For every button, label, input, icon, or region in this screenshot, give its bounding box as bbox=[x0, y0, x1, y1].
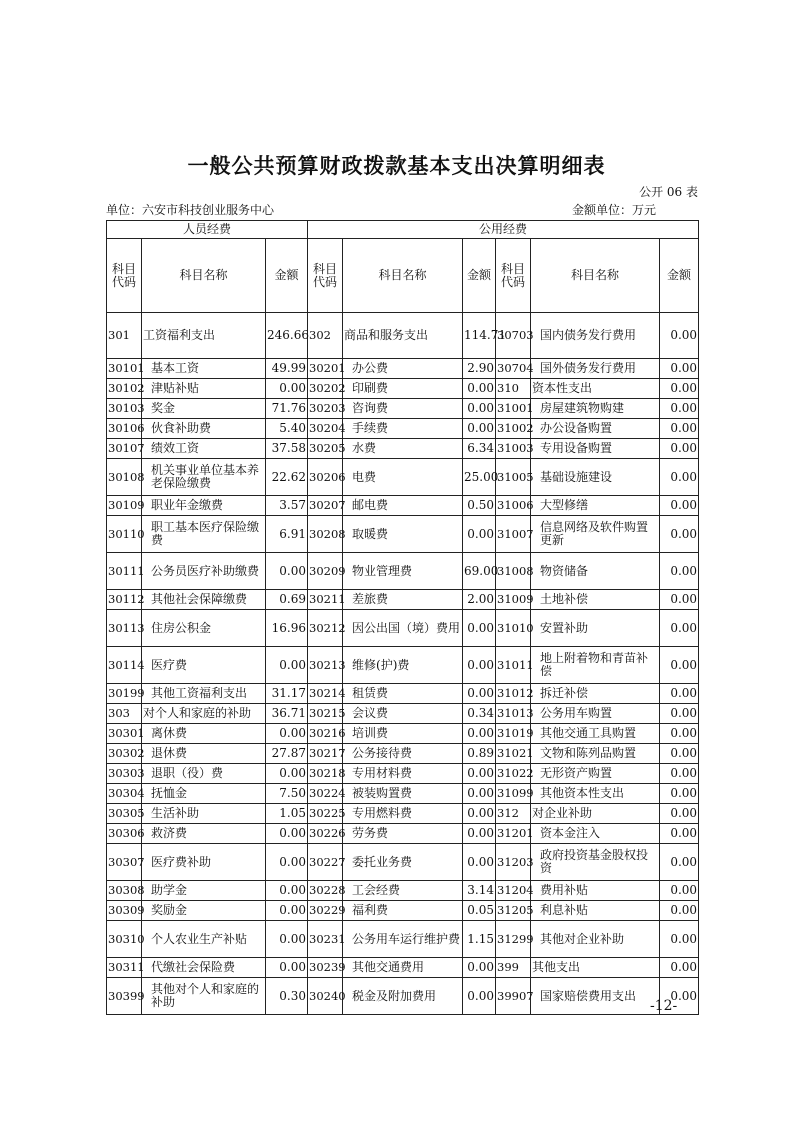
cell-name: 对企业补助 bbox=[531, 804, 660, 824]
cell-code: 30109 bbox=[107, 496, 142, 516]
cell-code: 31013 bbox=[496, 704, 531, 724]
cell-code: 39907 bbox=[496, 978, 531, 1015]
cell-name: 费用补贴 bbox=[531, 881, 660, 901]
cell-code: 30107 bbox=[107, 439, 142, 459]
unit-label: 单位：六安市科技创业服务中心 bbox=[106, 203, 275, 217]
cell-code: 31203 bbox=[496, 844, 531, 881]
cell-amount: 0.00 bbox=[463, 419, 496, 439]
cell-name: 抚恤金 bbox=[142, 784, 266, 804]
cell-amount: 0.00 bbox=[660, 459, 699, 496]
cell-name: 政府投资基金股权投资 bbox=[531, 844, 660, 881]
cell-code: 30206 bbox=[308, 459, 343, 496]
table-row bbox=[107, 399, 699, 419]
table-row bbox=[107, 901, 699, 921]
table-row bbox=[107, 419, 699, 439]
cell-name: 税金及附加费用 bbox=[343, 978, 463, 1015]
cell-code: 31021 bbox=[496, 744, 531, 764]
cell-name: 其他对个人和家庭的补助 bbox=[142, 978, 266, 1015]
cell-code: 31005 bbox=[496, 459, 531, 496]
cell-amount: 0.00 bbox=[660, 419, 699, 439]
header-name: 科目名称 bbox=[531, 239, 660, 313]
header-amount: 金额 bbox=[266, 239, 308, 313]
cell-amount: 0.00 bbox=[660, 784, 699, 804]
cell-name: 津贴补贴 bbox=[142, 379, 266, 399]
cell-amount: 0.00 bbox=[660, 978, 699, 1015]
cell-code: 30231 bbox=[308, 921, 343, 958]
cell-amount: 0.00 bbox=[660, 804, 699, 824]
cell-amount: 0.00 bbox=[660, 844, 699, 881]
table-row bbox=[107, 459, 699, 496]
cell-amount: 0.00 bbox=[660, 724, 699, 744]
cell-amount: 31.17 bbox=[266, 684, 308, 704]
cell-name: 其他资本性支出 bbox=[531, 784, 660, 804]
cell-amount: 0.00 bbox=[660, 590, 699, 610]
cell-code: 30201 bbox=[308, 359, 343, 379]
cell-code: 399 bbox=[496, 958, 531, 978]
column-header-row bbox=[107, 239, 699, 313]
cell-amount: 0.00 bbox=[463, 978, 496, 1015]
cell-name: 房屋建筑物购建 bbox=[531, 399, 660, 419]
header-code: 科目代码 bbox=[308, 239, 343, 313]
cell-name: 退休费 bbox=[142, 744, 266, 764]
table-row bbox=[107, 881, 699, 901]
table-row bbox=[107, 590, 699, 610]
cell-code: 31201 bbox=[496, 824, 531, 844]
cell-code: 312 bbox=[496, 804, 531, 824]
cell-amount: 0.00 bbox=[463, 844, 496, 881]
cell-name: 住房公积金 bbox=[142, 610, 266, 647]
table-row bbox=[107, 744, 699, 764]
table-row bbox=[107, 684, 699, 704]
cell-amount: 246.66 bbox=[266, 313, 308, 359]
cell-code: 30216 bbox=[308, 724, 343, 744]
cell-code: 30703 bbox=[496, 313, 531, 359]
cell-code: 31019 bbox=[496, 724, 531, 744]
cell-amount: 36.71 bbox=[266, 704, 308, 724]
cell-amount: 0.00 bbox=[660, 901, 699, 921]
cell-amount: 16.96 bbox=[266, 610, 308, 647]
group-personnel: 人员经费 bbox=[107, 221, 308, 239]
header-amount: 金额 bbox=[463, 239, 496, 313]
cell-amount: 2.90 bbox=[463, 359, 496, 379]
cell-name: 代缴社会保险费 bbox=[142, 958, 266, 978]
cell-name: 国外债务发行费用 bbox=[531, 359, 660, 379]
cell-code: 30205 bbox=[308, 439, 343, 459]
cell-name: 离休费 bbox=[142, 724, 266, 744]
cell-code: 30209 bbox=[308, 553, 343, 590]
cell-name: 公务用车购置 bbox=[531, 704, 660, 724]
cell-name: 被装购置费 bbox=[343, 784, 463, 804]
cell-amount: 0.00 bbox=[463, 824, 496, 844]
cell-name: 电费 bbox=[343, 459, 463, 496]
cell-amount: 1.05 bbox=[266, 804, 308, 824]
cell-amount: 0.00 bbox=[660, 516, 699, 553]
cell-name: 大型修缮 bbox=[531, 496, 660, 516]
cell-amount: 69.00 bbox=[463, 553, 496, 590]
cell-name: 其他支出 bbox=[531, 958, 660, 978]
cell-code: 30204 bbox=[308, 419, 343, 439]
group-header-row bbox=[107, 221, 699, 239]
cell-amount: 0.00 bbox=[660, 359, 699, 379]
cell-amount: 0.00 bbox=[660, 439, 699, 459]
cell-code: 30110 bbox=[107, 516, 142, 553]
cell-name: 基础设施建设 bbox=[531, 459, 660, 496]
cell-code: 31006 bbox=[496, 496, 531, 516]
table-row bbox=[107, 724, 699, 744]
cell-amount: 0.00 bbox=[463, 684, 496, 704]
cell-amount: 0.00 bbox=[266, 881, 308, 901]
cell-code: 30302 bbox=[107, 744, 142, 764]
cell-name: 专用设备购置 bbox=[531, 439, 660, 459]
cell-amount: 0.34 bbox=[463, 704, 496, 724]
cell-amount: 0.00 bbox=[266, 553, 308, 590]
cell-code: 31099 bbox=[496, 784, 531, 804]
cell-code: 31010 bbox=[496, 610, 531, 647]
cell-name: 拆迁补偿 bbox=[531, 684, 660, 704]
cell-amount: 0.00 bbox=[463, 379, 496, 399]
table-row bbox=[107, 610, 699, 647]
cell-name: 工资福利支出 bbox=[142, 313, 266, 359]
cell-amount: 1.15 bbox=[463, 921, 496, 958]
cell-name: 福利费 bbox=[343, 901, 463, 921]
cell-code: 30207 bbox=[308, 496, 343, 516]
header-code: 科目代码 bbox=[496, 239, 531, 313]
header-name: 科目名称 bbox=[343, 239, 463, 313]
cell-amount: 49.99 bbox=[266, 359, 308, 379]
cell-code: 30202 bbox=[308, 379, 343, 399]
cell-amount: 5.40 bbox=[266, 419, 308, 439]
table-row bbox=[107, 704, 699, 724]
cell-amount: 0.89 bbox=[463, 744, 496, 764]
cell-amount: 0.00 bbox=[463, 647, 496, 684]
cell-amount: 0.00 bbox=[463, 784, 496, 804]
table-row bbox=[107, 379, 699, 399]
cell-amount: 0.00 bbox=[660, 313, 699, 359]
cell-code: 30227 bbox=[308, 844, 343, 881]
cell-amount: 0.00 bbox=[266, 379, 308, 399]
cell-code: 30239 bbox=[308, 958, 343, 978]
cell-name: 专用材料费 bbox=[343, 764, 463, 784]
cell-name: 物业管理费 bbox=[343, 553, 463, 590]
cell-name: 其他交通工具购置 bbox=[531, 724, 660, 744]
cell-code: 30213 bbox=[308, 647, 343, 684]
header-name: 科目名称 bbox=[142, 239, 266, 313]
cell-name: 印刷费 bbox=[343, 379, 463, 399]
cell-code: 31001 bbox=[496, 399, 531, 419]
cell-code: 31204 bbox=[496, 881, 531, 901]
cell-amount: 71.76 bbox=[266, 399, 308, 419]
cell-code: 30224 bbox=[308, 784, 343, 804]
cell-code: 30203 bbox=[308, 399, 343, 419]
cell-amount: 25.00 bbox=[463, 459, 496, 496]
cell-name: 物资储备 bbox=[531, 553, 660, 590]
cell-code: 31299 bbox=[496, 921, 531, 958]
table-row bbox=[107, 784, 699, 804]
expenditure-table bbox=[106, 220, 699, 1015]
cell-code: 30310 bbox=[107, 921, 142, 958]
cell-amount: 0.00 bbox=[463, 399, 496, 419]
cell-code: 30305 bbox=[107, 804, 142, 824]
table-number: 公开 06 表 bbox=[639, 185, 698, 199]
cell-name: 医疗费 bbox=[142, 647, 266, 684]
table-row bbox=[107, 824, 699, 844]
cell-code: 30308 bbox=[107, 881, 142, 901]
cell-name: 委托业务费 bbox=[343, 844, 463, 881]
cell-name: 生活补助 bbox=[142, 804, 266, 824]
cell-amount: 0.00 bbox=[660, 704, 699, 724]
cell-amount: 0.00 bbox=[660, 764, 699, 784]
cell-amount: 0.00 bbox=[660, 744, 699, 764]
cell-amount: 0.00 bbox=[660, 647, 699, 684]
cell-amount: 27.87 bbox=[266, 744, 308, 764]
cell-amount: 0.00 bbox=[660, 553, 699, 590]
cell-name: 机关事业单位基本养老保险缴费 bbox=[142, 459, 266, 496]
cell-name: 咨询费 bbox=[343, 399, 463, 419]
cell-amount: 0.00 bbox=[266, 724, 308, 744]
cell-amount: 0.50 bbox=[463, 496, 496, 516]
cell-name: 地上附着物和青苗补偿 bbox=[531, 647, 660, 684]
cell-name: 对个人和家庭的补助 bbox=[142, 704, 266, 724]
table-row bbox=[107, 921, 699, 958]
cell-name: 公务员医疗补助缴费 bbox=[142, 553, 266, 590]
table-row bbox=[107, 313, 699, 359]
cell-amount: 0.00 bbox=[266, 921, 308, 958]
cell-name: 其他对企业补助 bbox=[531, 921, 660, 958]
table-row bbox=[107, 439, 699, 459]
cell-code: 30307 bbox=[107, 844, 142, 881]
cell-name: 资本性支出 bbox=[531, 379, 660, 399]
table-row bbox=[107, 359, 699, 379]
cell-code: 30214 bbox=[308, 684, 343, 704]
cell-code: 30101 bbox=[107, 359, 142, 379]
cell-code: 30311 bbox=[107, 958, 142, 978]
cell-code: 303 bbox=[107, 704, 142, 724]
cell-amount: 0.00 bbox=[266, 824, 308, 844]
table-row bbox=[107, 764, 699, 784]
cell-name: 培训费 bbox=[343, 724, 463, 744]
cell-amount: 3.14 bbox=[463, 881, 496, 901]
cell-code: 30229 bbox=[308, 901, 343, 921]
cell-amount: 0.00 bbox=[463, 958, 496, 978]
cell-code: 30217 bbox=[308, 744, 343, 764]
cell-name: 维修(护)费 bbox=[343, 647, 463, 684]
cell-amount: 0.00 bbox=[266, 647, 308, 684]
cell-amount: 0.00 bbox=[266, 844, 308, 881]
cell-code: 30228 bbox=[308, 881, 343, 901]
cell-code: 31205 bbox=[496, 901, 531, 921]
cell-code: 302 bbox=[308, 313, 343, 359]
cell-amount: 0.00 bbox=[266, 901, 308, 921]
cell-code: 30106 bbox=[107, 419, 142, 439]
table-row bbox=[107, 958, 699, 978]
table-row bbox=[107, 647, 699, 684]
cell-name: 其他工资福利支出 bbox=[142, 684, 266, 704]
cell-code: 30240 bbox=[308, 978, 343, 1015]
cell-name: 因公出国（境）费用 bbox=[343, 610, 463, 647]
page-number: -12- bbox=[650, 998, 678, 1014]
cell-name: 国内债务发行费用 bbox=[531, 313, 660, 359]
cell-name: 差旅费 bbox=[343, 590, 463, 610]
cell-amount: 3.57 bbox=[266, 496, 308, 516]
table-row bbox=[107, 516, 699, 553]
cell-name: 助学金 bbox=[142, 881, 266, 901]
cell-amount: 0.00 bbox=[660, 379, 699, 399]
cell-name: 奖励金 bbox=[142, 901, 266, 921]
cell-name: 水费 bbox=[343, 439, 463, 459]
cell-code: 30211 bbox=[308, 590, 343, 610]
cell-name: 会议费 bbox=[343, 704, 463, 724]
cell-name: 公务用车运行维护费 bbox=[343, 921, 463, 958]
cell-name: 国家赔偿费用支出 bbox=[531, 978, 660, 1015]
cell-name: 文物和陈列品购置 bbox=[531, 744, 660, 764]
cell-name: 取暖费 bbox=[343, 516, 463, 553]
cell-name: 办公设备购置 bbox=[531, 419, 660, 439]
cell-amount: 7.50 bbox=[266, 784, 308, 804]
cell-name: 工会经费 bbox=[343, 881, 463, 901]
cell-amount: 6.91 bbox=[266, 516, 308, 553]
cell-amount: 0.00 bbox=[660, 610, 699, 647]
cell-code: 30112 bbox=[107, 590, 142, 610]
cell-code: 30113 bbox=[107, 610, 142, 647]
cell-name: 伙食补助费 bbox=[142, 419, 266, 439]
cell-amount: 2.00 bbox=[463, 590, 496, 610]
cell-amount: 0.00 bbox=[266, 958, 308, 978]
cell-code: 30306 bbox=[107, 824, 142, 844]
cell-code: 30103 bbox=[107, 399, 142, 419]
cell-name: 绩效工资 bbox=[142, 439, 266, 459]
table-row bbox=[107, 804, 699, 824]
cell-amount: 0.00 bbox=[463, 516, 496, 553]
cell-amount: 0.00 bbox=[463, 804, 496, 824]
cell-amount: 37.58 bbox=[266, 439, 308, 459]
cell-name: 手续费 bbox=[343, 419, 463, 439]
cell-name: 办公费 bbox=[343, 359, 463, 379]
cell-name: 无形资产购置 bbox=[531, 764, 660, 784]
cell-code: 31007 bbox=[496, 516, 531, 553]
cell-code: 30114 bbox=[107, 647, 142, 684]
cell-code: 31002 bbox=[496, 419, 531, 439]
cell-amount: 0.00 bbox=[660, 824, 699, 844]
cell-code: 30309 bbox=[107, 901, 142, 921]
cell-code: 31008 bbox=[496, 553, 531, 590]
cell-amount: 0.00 bbox=[660, 958, 699, 978]
cell-amount: 0.69 bbox=[266, 590, 308, 610]
header-code: 科目代码 bbox=[107, 239, 142, 313]
amount-unit-label: 金额单位：万元 bbox=[572, 203, 657, 217]
cell-code: 30199 bbox=[107, 684, 142, 704]
cell-amount: 114.71 bbox=[463, 313, 496, 359]
table-row bbox=[107, 844, 699, 881]
cell-name: 租赁费 bbox=[343, 684, 463, 704]
cell-name: 个人农业生产补贴 bbox=[142, 921, 266, 958]
table-row bbox=[107, 978, 699, 1015]
cell-name: 邮电费 bbox=[343, 496, 463, 516]
cell-code: 31022 bbox=[496, 764, 531, 784]
cell-name: 医疗费补助 bbox=[142, 844, 266, 881]
cell-code: 310 bbox=[496, 379, 531, 399]
cell-amount: 0.00 bbox=[463, 610, 496, 647]
cell-amount: 0.00 bbox=[266, 764, 308, 784]
cell-name: 其他交通费用 bbox=[343, 958, 463, 978]
cell-code: 30108 bbox=[107, 459, 142, 496]
cell-amount: 0.00 bbox=[660, 496, 699, 516]
table-row bbox=[107, 553, 699, 590]
cell-code: 30111 bbox=[107, 553, 142, 590]
cell-code: 30212 bbox=[308, 610, 343, 647]
cell-code: 30304 bbox=[107, 784, 142, 804]
cell-code: 30208 bbox=[308, 516, 343, 553]
cell-name: 职业年金缴费 bbox=[142, 496, 266, 516]
cell-name: 基本工资 bbox=[142, 359, 266, 379]
cell-name: 退职（役）费 bbox=[142, 764, 266, 784]
cell-name: 信息网络及软件购置更新 bbox=[531, 516, 660, 553]
cell-name: 土地补偿 bbox=[531, 590, 660, 610]
cell-code: 31012 bbox=[496, 684, 531, 704]
cell-name: 奖金 bbox=[142, 399, 266, 419]
cell-name: 安置补助 bbox=[531, 610, 660, 647]
cell-code: 31011 bbox=[496, 647, 531, 684]
cell-code: 30225 bbox=[308, 804, 343, 824]
cell-name: 专用燃料费 bbox=[343, 804, 463, 824]
cell-amount: 0.00 bbox=[463, 764, 496, 784]
cell-code: 30704 bbox=[496, 359, 531, 379]
cell-amount: 0.00 bbox=[660, 921, 699, 958]
cell-amount: 22.62 bbox=[266, 459, 308, 496]
cell-code: 30218 bbox=[308, 764, 343, 784]
cell-code: 30303 bbox=[107, 764, 142, 784]
cell-name: 职工基本医疗保险缴费 bbox=[142, 516, 266, 553]
cell-amount: 0.30 bbox=[266, 978, 308, 1015]
cell-name: 商品和服务支出 bbox=[343, 313, 463, 359]
cell-code: 301 bbox=[107, 313, 142, 359]
cell-name: 公务接待费 bbox=[343, 744, 463, 764]
cell-amount: 0.00 bbox=[463, 724, 496, 744]
cell-amount: 0.00 bbox=[660, 399, 699, 419]
cell-amount: 6.34 bbox=[463, 439, 496, 459]
cell-code: 31009 bbox=[496, 590, 531, 610]
cell-name: 利息补贴 bbox=[531, 901, 660, 921]
cell-amount: 0.05 bbox=[463, 901, 496, 921]
cell-code: 31003 bbox=[496, 439, 531, 459]
cell-name: 其他社会保障缴费 bbox=[142, 590, 266, 610]
table-row bbox=[107, 496, 699, 516]
cell-name: 资本金注入 bbox=[531, 824, 660, 844]
cell-name: 救济费 bbox=[142, 824, 266, 844]
cell-amount: 0.00 bbox=[660, 684, 699, 704]
cell-code: 30226 bbox=[308, 824, 343, 844]
group-public: 公用经费 bbox=[308, 221, 699, 239]
cell-code: 30301 bbox=[107, 724, 142, 744]
cell-code: 30215 bbox=[308, 704, 343, 724]
cell-amount: 0.00 bbox=[660, 881, 699, 901]
cell-code: 30102 bbox=[107, 379, 142, 399]
cell-code: 30399 bbox=[107, 978, 142, 1015]
header-amount: 金额 bbox=[660, 239, 699, 313]
report-title: 一般公共预算财政拨款基本支出决算明细表 bbox=[187, 154, 606, 178]
cell-name: 劳务费 bbox=[343, 824, 463, 844]
